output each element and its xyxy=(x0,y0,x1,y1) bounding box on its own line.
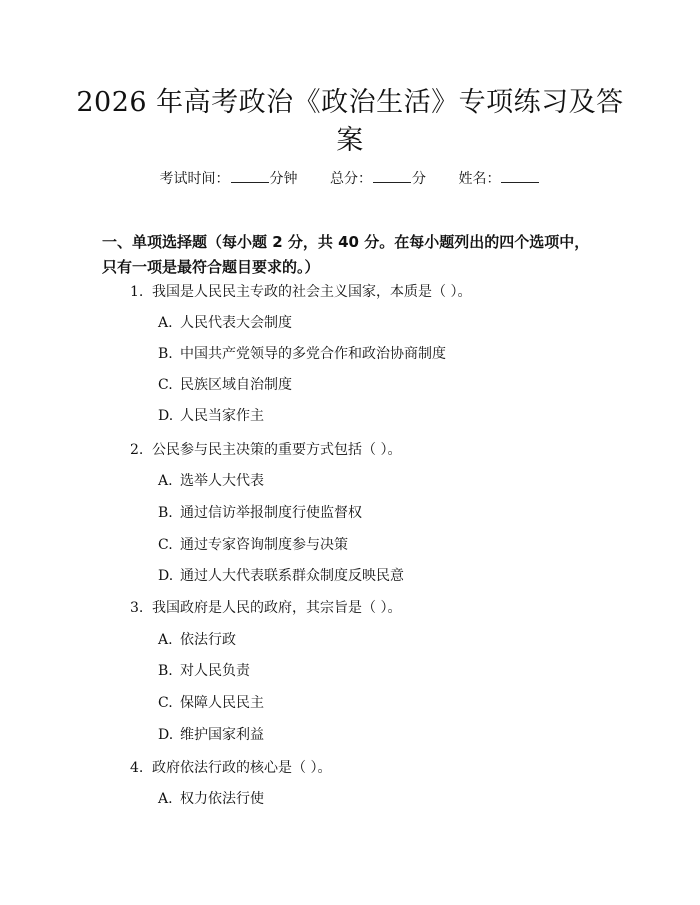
question-3 xyxy=(130,598,401,618)
option-letter: B. xyxy=(158,346,173,362)
question-4 xyxy=(130,758,331,778)
question-1-option-c xyxy=(158,375,292,395)
question-text: 我国是人民民主专政的社会主义国家，本质是（ ）。 xyxy=(152,284,472,300)
option-letter: B. xyxy=(158,505,173,521)
total-score-unit: 分 xyxy=(412,171,426,187)
question-text: 我国政府是人民的政府，其宗旨是（ ）。 xyxy=(152,600,402,616)
exam-info-bar xyxy=(0,169,700,189)
total-score-blank xyxy=(373,169,411,183)
question-3-option-c xyxy=(158,693,264,713)
question-2-option-c xyxy=(158,535,348,555)
option-letter: A. xyxy=(158,632,173,648)
option-text: 通过信访举报制度行使监督权 xyxy=(180,505,362,521)
option-letter: B. xyxy=(158,663,173,679)
question-1-option-d xyxy=(158,406,264,426)
question-number: 4. xyxy=(130,760,144,776)
option-text: 依法行政 xyxy=(180,632,236,648)
question-2-option-b xyxy=(158,503,362,523)
question-number: 2. xyxy=(130,442,144,458)
title-line-2: 案 xyxy=(336,125,364,156)
option-letter: A. xyxy=(158,315,173,331)
question-2-option-a xyxy=(158,471,264,491)
question-3-option-d xyxy=(158,725,264,745)
question-text: 公民参与民主决策的重要方式包括（ ）。 xyxy=(152,442,402,458)
option-text: 中国共产党领导的多党合作和政治协商制度 xyxy=(180,346,446,362)
option-text: 权力依法行使 xyxy=(180,791,264,807)
total-score-label: 总分： xyxy=(330,171,372,187)
exam-time-unit: 分钟 xyxy=(269,171,298,187)
title-line-1: 2026 年高考政治《政治生活》专项练习及答 xyxy=(76,87,624,118)
option-text: 通过专家咨询制度参与决策 xyxy=(180,537,348,553)
option-text: 人民当家作主 xyxy=(180,408,264,424)
exam-time-label: 考试时间： xyxy=(159,171,230,187)
option-text: 通过人大代表联系群众制度反映民意 xyxy=(180,568,404,584)
total-score-field xyxy=(330,169,426,189)
option-letter: A. xyxy=(158,791,173,807)
student-name-blank xyxy=(501,169,539,183)
question-2-option-d xyxy=(158,566,404,586)
option-letter: C. xyxy=(158,537,173,553)
question-4-option-a xyxy=(158,789,264,809)
option-text: 人民代表大会制度 xyxy=(180,315,292,331)
option-letter: D. xyxy=(158,727,174,743)
exam-time-field xyxy=(160,169,298,189)
question-number: 3. xyxy=(130,600,144,616)
option-letter: A. xyxy=(158,473,173,489)
question-text: 政府依法行政的核心是（ ）。 xyxy=(152,760,332,776)
section-heading: 一、单项选择题（每小题 2 分，共 40 分。在每小题列出的四个选项中，只有一项是最符合题目要求的。） xyxy=(102,233,590,276)
option-letter: C. xyxy=(158,377,173,393)
student-name-field xyxy=(458,169,540,189)
exam-time-blank xyxy=(231,169,269,183)
option-letter: D. xyxy=(158,568,174,584)
option-text: 保障人民民主 xyxy=(180,695,264,711)
option-text: 选举人大代表 xyxy=(180,473,264,489)
question-2 xyxy=(130,440,401,460)
question-1-option-a xyxy=(158,313,292,333)
question-number: 1. xyxy=(130,284,144,300)
option-text: 对人民负责 xyxy=(180,663,250,679)
option-text: 民族区域自治制度 xyxy=(180,377,292,393)
page-title xyxy=(60,84,640,160)
question-3-option-a xyxy=(158,630,236,650)
option-letter: D. xyxy=(158,408,174,424)
question-3-option-b xyxy=(158,661,250,681)
question-1 xyxy=(130,282,471,302)
option-text: 维护国家利益 xyxy=(180,727,264,743)
question-1-option-b xyxy=(158,344,446,364)
student-name-label: 姓名： xyxy=(458,171,501,187)
option-letter: C. xyxy=(158,695,173,711)
